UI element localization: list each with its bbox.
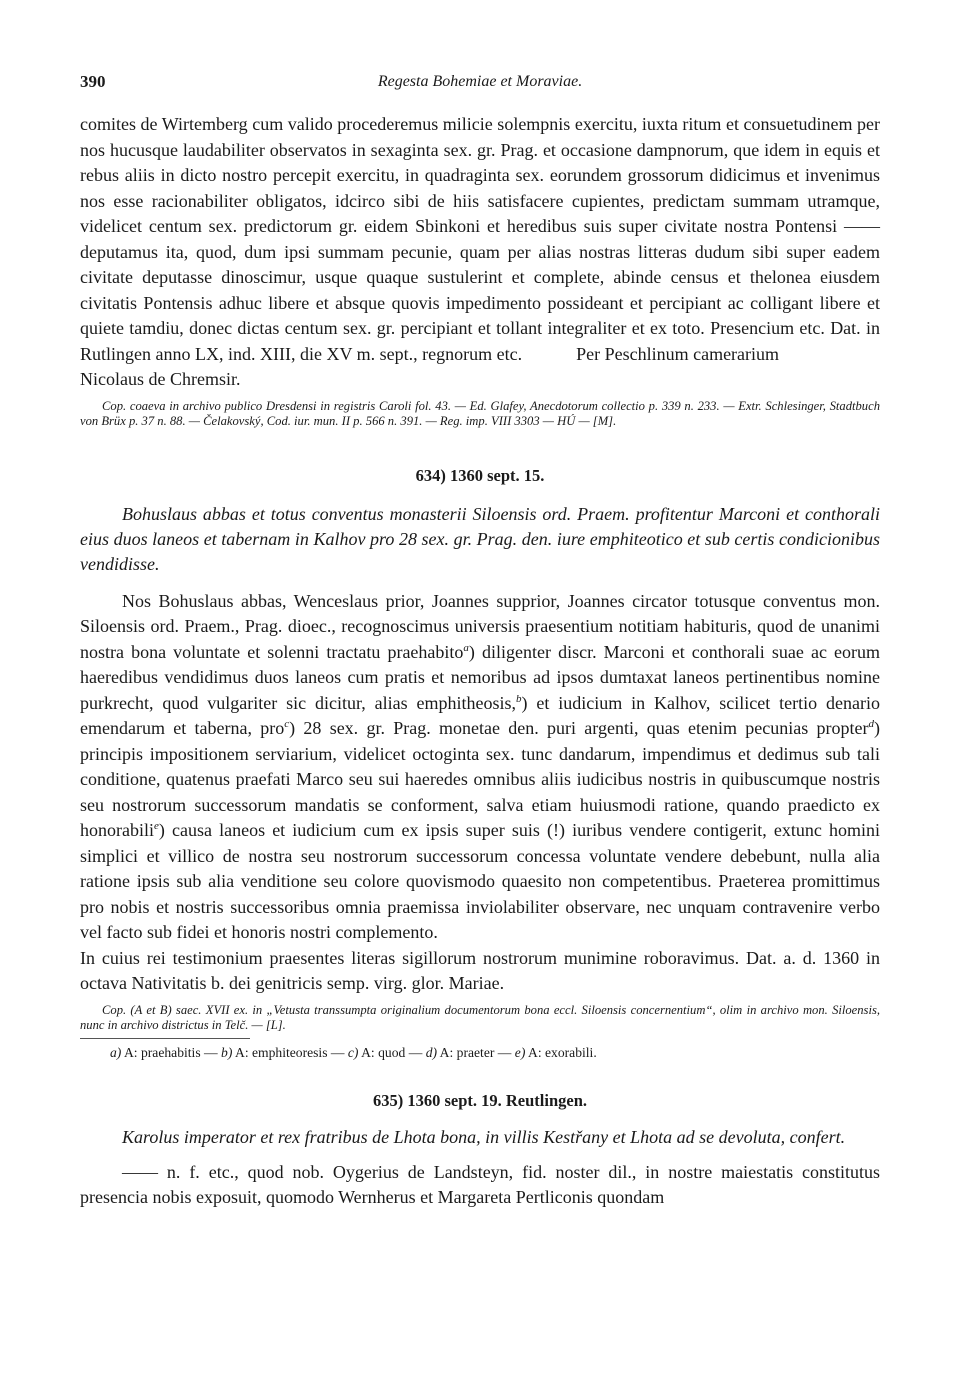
continuation-paragraph: comites de Wirtemberg cum valido procederemus milicie solempnis exercitu, iuxta ritum et consuetudinem per nos hucusque laudabiliter observatos in sexaginta sex. gr. Prag. et occasione dampnorum, que idem in equis et rebus aliis in dicto nostro percepit exercitu, in quadraginta sex. eorundem grossorum didicimus et invenimus nos esse racionabiliter obligatos, idcirco sibi de hiis satisfacere cupientes, predictam summam utramque, videlicet centum sex. predictorum gr. eidem Sbinkoni et heredibus suis super civitate nostra Pontensi ―― deputamus ita, quod, dum ipsi summam pecunie, quam per alias nostras litteras dudum sibi super eadem civitate deputasse dinoscimur, usque quaque sustulerint et complete, abinde census et thelonea eiusdem civitatis Pontensis adhuc libere et absque quovis impedimento possideant et percipiant ac colligant libere et quiete tamdiu, donec dictas centum sex. gr. percipiant et tollant integraliter et ex toto. Presencium etc. Dat. in Rutlingen anno LX, ind. XIII, die XV m. sept., regnorum etc. Per Peschlinum camerarium: [80, 114, 880, 364]
running-title: Regesta Bohemiae et Moraviae.: [377, 73, 583, 90]
variant-a-text: A: praehabitis: [123, 1044, 201, 1060]
footnote-ref-d: d: [868, 718, 874, 731]
charter-634-paragraph-2: In cuius rei testimonium praesentes literas sigillorum nostrorum munimine roboravimus. Dat. a. d. 1360 in octava Nativitatis b. dei genitricis semp. virg. glor. Mariae.: [80, 947, 880, 994]
continuation-text-block: [80, 112, 880, 393]
charter-635-heading: 635) 1360 sept. 19. Reutlingen.: [372, 1090, 588, 1110]
continuation-last-line: Nicolaus de Chremsir.: [80, 369, 241, 389]
source-note-634: Cop. (A et B) saec. XVII ex. in „Vetusta transsumpta originalium documentorum bona eccl. Siloensis concernentium“, olim in archivo mon. Siloensis, nunc in archivo districtus in Telč. — [L].: [80, 1002, 880, 1033]
charter-634-paragraph-1: Nos Bohuslaus abbas, Wenceslaus prior, Joannes supprior, Joannes circator totusque conventus mon. Siloensis ord. Praem., Prag. dioec., recognoscimus universis praesentium notitiam habituris, quod de unanimi nostra bona voluntate et solenni tractatu praehabito$^a$) diligenter discr. Marconi et conthorali suae ac eorum haeredibus vendidimus duos laneos cum pratis et nemoribus ad ipsos dumtaxat laneos pertinentibus nomine purkrecht, quod vulgariter sic dicitur, alias emphitheosis,$^b$) et iudicium in Kalhov, scilicet tertio denario emendarum et taberna, pro$^c$) 28 sex. gr. Prag. monetae den. puri argenti, quas etenim pecunias propter$^d$) principis impositionem serviarium, videlicet octoginta sex. tunc dandarum, impendimus et dedimus sub tali conditione, quatenus praefati Marco seu sui haeredes omnibus aliis iudicibus nostris in quibuscumque nostris seu nostrorum successorum mandatis se conforment, salva etiam huiusmodi ratione, quando praedicto ex honorabili$^e$) causa laneos et iudicium cum ex ipsis super suis (!) iuribus vendere contigerit, extunc homini simplici et villico de nostra seu nostrorum successorum concessa voluntate vendere debebunt, nulla alia ratione ipsis sub alia venditione seu colore quovismodo quaesito non competentibus. Praeterea promittimus pro nobis et nostris successoribus omnia praemissa inviolabiliter observare, nec unquam contravenire verbo vel facto sub fidei et honoris nostri complemento.: [80, 590, 881, 943]
variant-a-siglum: a): [110, 1044, 122, 1060]
variant-d-text: A: praeter: [439, 1044, 495, 1060]
signature: Per Peschlinum camerarium: [576, 343, 780, 364]
variant-readings: a) A: praehabitis — b) A: emphiteoresis — c) A: quod — d) A: praeter — e) A: exorabili.: [110, 1044, 597, 1060]
footnote-ref-a: a: [463, 641, 469, 654]
footnote-rule: [80, 1038, 250, 1039]
charter-635-text: [80, 1160, 880, 1211]
variant-d-siglum: d): [425, 1044, 438, 1060]
footnote-ref-c: c: [284, 718, 290, 731]
variant-e-text: A: exorabili.: [528, 1044, 597, 1060]
charter-634-heading: 634) 1360 sept. 15.: [415, 465, 545, 485]
charter-634-text: [80, 589, 880, 997]
charter-635-paragraph: ―― n. f. etc., quod nob. Oygerius de Landsteyn, fid. noster dil., in nostre maiestatis constitutus presencia nobis exposuit, quomodo Wernherus et Margareta Pertliconis quondam: [80, 1161, 880, 1208]
variant-e-siglum: e): [514, 1044, 526, 1060]
source-note-prev: Cop. coaeva in archivo publico Dresdensi in registris Caroli fol. 43. — Ed. Glafey, Anecdotorum collectio p. 339 n. 233. — Extr. Schlesinger, Stadtbuch von Brüx p. 37 n. 88. — Čelakovský, Cod. iur. mun. II p. 566 n. 391. — Reg. imp. VIII 3303 — HÚ — [M].: [80, 398, 880, 429]
running-head: [80, 64, 880, 94]
variant-b-text: A: emphiteoresis: [235, 1044, 328, 1060]
variant-b-siglum: b): [221, 1044, 233, 1060]
footnote-ref-b: b: [516, 692, 522, 705]
variant-c-siglum: c): [347, 1044, 359, 1060]
charter-635-regest: Karolus imperator et rex fratribus de Lhota bona, in villis Kestřany et Lhota ad se devoluta, confert.: [122, 1126, 846, 1147]
charter-634-regest: Bohuslaus abbas et totus conventus monasterii Siloensis ord. Praem. profitentur Marconi et conthorali eius duos laneos et tabernam in Kalhov pro 28 sex. gr. Prag. den. iure emphiteotico et sub certis condicionibus vendidisse.: [80, 503, 880, 574]
page-number: 390: [80, 72, 106, 91]
footnote-ref-e: e: [154, 820, 159, 833]
variant-c-text: A: quod: [361, 1044, 406, 1060]
